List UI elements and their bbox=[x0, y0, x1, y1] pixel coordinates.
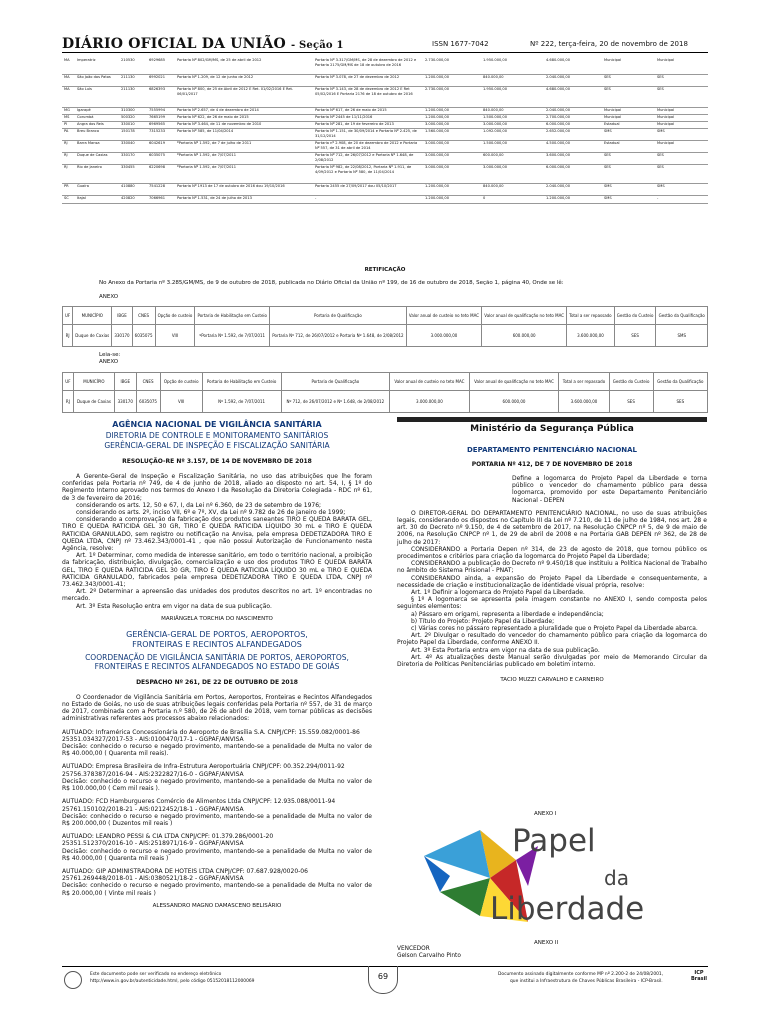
table-cell: Municipal bbox=[602, 107, 655, 114]
table-cell: ºPortaria Nº 1.592, de 7/07/2011 bbox=[175, 164, 313, 183]
table-cell: 330455 bbox=[119, 164, 147, 183]
table-cell: Portaria Nº 2.657, de 4 de dezembro de 2014 bbox=[175, 107, 313, 114]
header-rule bbox=[62, 52, 708, 53]
resolution-paragraph: considerando a comprovação da fabricação dos produtos saneantes TIRO E QUEDA BARATA GEL, TIRO E QUEDA RATICIDA GEL 30 GR, TIRO E QUEDA RATICIDA LÍQUIDO 30 mL e TIRO E QUEDA RATICIDA GRANULADO, sem registro ou notificação na Anvisa, pela empresa DEDETIZADORA TIRO E QUEDA LTDA, CNPJ nº 73.462.343/0001-41 , que não possui Autorização de Funcionamento nesta Agência, resolve: bbox=[62, 516, 372, 553]
table-cell: 1.200.000,00 bbox=[423, 195, 481, 203]
table-cell: Portaria Nº 1.209, de 12 de junho de 2012 bbox=[175, 74, 313, 86]
table-header: UF bbox=[63, 307, 73, 325]
table-cell: Portaria Nº 281, de 19 de fevereiro de 2013 bbox=[313, 121, 423, 128]
table-cell: 1.200.000,00 bbox=[423, 114, 481, 121]
table-cell: São João dos Patos bbox=[75, 74, 119, 86]
table-row bbox=[62, 58, 708, 74]
table-cell: Municipal bbox=[655, 140, 708, 152]
table-cell: 4.680.000,00 bbox=[544, 86, 602, 107]
table-cell: Angra dos Reis bbox=[75, 121, 119, 128]
portaria-paragraph: Art. 4º As atualizações deste Manual serão divulgadas por meio de Memorando Circular da Diretoria de Políticas Penitenciárias publicado em boletim interno. bbox=[397, 653, 707, 669]
table-cell: ºPortaria Nº 1.592, de 7/07/2011 bbox=[175, 152, 313, 164]
table-cell: SES bbox=[602, 74, 655, 86]
page-title bbox=[62, 36, 344, 52]
table-cell: PR bbox=[62, 183, 75, 195]
table-cell: PI bbox=[62, 121, 75, 128]
table-header: Portaria de Habilitação em Custeio bbox=[202, 373, 281, 391]
table-cell: RJ bbox=[62, 152, 75, 164]
table-cell: 500320 bbox=[119, 114, 147, 121]
directorate-heading: DIRETORIA DE CONTROLE E MONITORAMENTO SANITÁRIOS bbox=[105, 431, 329, 440]
table-cell: Portaria Nº 802/GM/MS, de 25 de abril de 2012 bbox=[175, 58, 313, 74]
table-header: Portaria de Habilitação em Custeio bbox=[195, 307, 270, 325]
resolution-paragraph: considerando os arts. 2º, inciso VII, 6º e 7º, XV, da Lei nº 9.782 de 26 de janeiro de 1999; bbox=[76, 509, 346, 517]
footer-verify-text: Este documento pode ser verificado no endereço eletrônico bbox=[90, 972, 222, 977]
table-cell: 150178 bbox=[119, 128, 147, 140]
table-cell: Portaria Nº 1.531, de 24 de julho de 2013 bbox=[175, 195, 313, 203]
autuado-entry: AUTUADO: FCD Hamburgueres Comércio de Alimentos Ltda CNPJ/CPF: 12.935.088/0011-94 25761.150102/2018-21 - AIS:0212452/18-1 - GGPAF/ANVISA Decisão: conhecido o recurso e negado provimento, mantendo-se a penalidade de Multa no valor de R$ 200.000,00 ( Duzentos mil reais ) bbox=[62, 798, 372, 827]
table-cell: 3.600.000,00 bbox=[567, 325, 615, 347]
table-cell: Nº 1.592, de 7/07/2011 bbox=[202, 391, 281, 413]
table-cell: 1.950.000,00 bbox=[481, 58, 544, 74]
table-cell: 840.000,00 bbox=[481, 183, 544, 195]
table-row bbox=[62, 107, 708, 114]
table-header: Total a ser repassado bbox=[559, 373, 609, 391]
ports-heading: GERÊNCIA-GERAL DE PORTOS, AEROPORTOS, FRONTEIRAS E RECINTOS ALFANDEGADOS bbox=[126, 629, 308, 649]
table-cell: 1.950.000,00 bbox=[481, 86, 544, 107]
table-header: Valor anual de custeio no teto MAC bbox=[390, 373, 470, 391]
table-cell: Portaria nº 2.908, de 20 de dezembro de 2012 e Portaria Nº 557, de 31 de abril de 2014 bbox=[313, 140, 423, 152]
resolution-signature: MARIÂNGELA TORCHIA DO NASCIMENTO bbox=[161, 615, 273, 622]
table-cell: 410880 bbox=[119, 183, 147, 195]
table-cell: 1.200.000,00 bbox=[423, 107, 481, 114]
retificacao-title: RETIFICAÇÃO bbox=[364, 267, 406, 273]
section-label: - Seção 1 bbox=[290, 40, 344, 51]
table-cell: 1.200.000,00 bbox=[423, 183, 481, 195]
table-header: Opção de custeio bbox=[160, 373, 202, 391]
table-row bbox=[62, 195, 708, 203]
table-cell: SMS bbox=[602, 128, 655, 140]
table-cell: Portaria Nº 2445 de 11/11/2016 bbox=[313, 114, 423, 121]
table-cell: 600.000,00 bbox=[481, 152, 544, 164]
table-cell: 0 bbox=[481, 195, 544, 203]
table-cell: SMS bbox=[656, 325, 708, 347]
table-cell: 211130 bbox=[119, 74, 147, 86]
table-cell: SES bbox=[602, 86, 655, 107]
table-cell: 211130 bbox=[119, 86, 147, 107]
retificacao-anexo-1: ANEXO bbox=[99, 294, 119, 300]
table-cell: Portaria Nº 712, de 26/07/2012 e Portaria Nº 1.648, de 2/08/2012 bbox=[270, 325, 407, 347]
table-cell: SES bbox=[655, 86, 708, 107]
table-header: Opção de custeio bbox=[155, 307, 195, 325]
table-header: Portaria de Qualificação bbox=[270, 307, 407, 325]
autuado-entry: AUTUADO: GIP ADMINISTRADORA DE HOTEIS LTDA CNPJ/CPF: 07.687.928/0020-06 25761.269448/2018-01 - AIS:0380521/18-2 - GGPAF/ANVISA Decisão: conhecido o recurso e negado provimento, mantendo-se a penalidade de Multa no valor de R$ 20.000,00 ( Vinte mil reais ) bbox=[62, 867, 372, 897]
table-cell: Portaria Nº 622, de 26 de maio de 2015 bbox=[175, 114, 313, 121]
retificacao-table-leia bbox=[62, 372, 708, 413]
table-cell: 6220698 bbox=[147, 164, 175, 183]
table-cell: Municipal bbox=[655, 114, 708, 121]
retificacao-table-onde bbox=[62, 306, 708, 347]
table-cell: 1.500.000,00 bbox=[481, 140, 544, 152]
table-header: IBGE bbox=[115, 373, 136, 391]
logo-word-papel: Papel bbox=[512, 823, 596, 859]
portaria-paragraph: b) Título do Projeto: Projeto Papel da Liberdade; bbox=[411, 617, 555, 625]
portaria-paragraph: Art. 1º Definir a logomarca do Projeto Papel da Liberdade. bbox=[411, 589, 585, 597]
table-cell: Municipal bbox=[655, 121, 708, 128]
portaria-paragraph: c) Várias cores no pássaro representado a pluralidade que o Projeto Papel da Liberdade abarca. bbox=[411, 625, 698, 633]
portaria-ementa: Define a logomarca do Projeto Papel da Liberdade e torna público o vencedor do chamamento público para dessa logomarca, promovido por este Departamento Penitenciário Nacional - DEPEN bbox=[512, 475, 707, 504]
table-cell: 840.000,00 bbox=[481, 107, 544, 114]
table-cell: 3.000.000,00 bbox=[406, 325, 481, 347]
table-cell: SES bbox=[655, 74, 708, 86]
habilitation-table bbox=[62, 58, 708, 204]
table-cell: 3.000.000,00 bbox=[390, 391, 470, 413]
table-cell: Corumbá bbox=[75, 114, 119, 121]
table-cell: SMS bbox=[655, 183, 708, 195]
table-cell: MA bbox=[62, 58, 75, 74]
table-cell: SES bbox=[653, 391, 707, 413]
table-cell: 2.040.000,00 bbox=[544, 74, 602, 86]
table-cell: 3.000.000,00 bbox=[423, 140, 481, 152]
issue-date: Nº 222, terça-feira, 20 de novembro de 2018 bbox=[530, 40, 688, 48]
despacho-signature: ALESSANDRO MAGNO DAMASCENO BELISÁRIO bbox=[152, 902, 282, 909]
table-row bbox=[62, 183, 708, 195]
table-cell: Portaria Nº 712, de 26/07/2012 e Portaria Nº 1.648, de 2/08/2012 bbox=[313, 152, 423, 164]
logo-word-liberdade: Liberdade bbox=[490, 891, 645, 927]
autuado-entry: AUTUADO: Empresa Brasileira de Infra-Estrutura Aeroportuária CNPJ/CPF: 00.352.294/0011-92 25756.378387/2016-94 - AIS:2322827/16-0 - GGPAF/ANVISA Decisão: conhecido o recurso e negado provimento, mantendo-se a penalidade de Multa no valor de R$ 100.000,00 ( Cem mil reais ). bbox=[62, 763, 372, 793]
table-cell: Itajaí bbox=[75, 195, 119, 203]
table-cell: 3.000.000,00 bbox=[481, 121, 544, 128]
table-cell: Municipal bbox=[602, 58, 655, 74]
table-cell: São Luís bbox=[75, 86, 119, 107]
portaria-paragraph: O DIRETOR-GERAL DO DEPARTAMENTO PENITENCIÁRIO NACIONAL, no uso de suas atribuições legais, considerando os dispostos no Capítulo III da Lei nº 7.210, de 11 de julho de 1984, nos art. 28 e art. 30 do Decreto nº 9.150, de 4 de setembro de 2017, na Resolução CNPCP nº 5, de 9 de maio de 2006, na Resolução CNPCP nº 1, de 29 de abril de 2008 e na Portaria GAB DEPEN nº 362, de 28 de julho de 2017: bbox=[397, 509, 707, 546]
table-cell: Duque de Caxias bbox=[73, 325, 112, 347]
table-cell: 6042619 bbox=[147, 140, 175, 152]
table-cell: 2.730.000,00 bbox=[423, 86, 481, 107]
table-cell: 600.000,00 bbox=[482, 325, 567, 347]
table-cell: Rio de Janeiro bbox=[75, 164, 119, 183]
icp-brasil-logo: ICP Brasil bbox=[690, 970, 708, 982]
table-cell: Portaria Nº 800, de 25 de Abril de 2012 E Ret. 01/02/2016 E Ret. 06/01/2017 bbox=[175, 86, 313, 107]
coat-of-arms-icon bbox=[64, 971, 82, 989]
table-cell: SMS bbox=[602, 183, 655, 195]
table-cell: 1.092.000,00 bbox=[481, 128, 544, 140]
table-cell: 330040 bbox=[119, 140, 147, 152]
table-row bbox=[62, 140, 708, 152]
table-row bbox=[62, 152, 708, 164]
resolution-title: RESOLUÇÃO-RE Nº 3.157, DE 14 DE NOVEMBRO DE 2018 bbox=[122, 458, 312, 465]
table-cell: 7665199 bbox=[147, 114, 175, 121]
table-cell: - bbox=[313, 195, 423, 203]
table-header: Gestão da Qualificação bbox=[653, 373, 707, 391]
table-cell: Portaria Nº 3.078, de 27 de dezembro de 2012 bbox=[313, 74, 423, 86]
table-cell: Guaíra bbox=[75, 183, 119, 195]
resolution-paragraph: Art. 2º Determinar a apreensão das unidades dos produtos descritos no art. 1º encontradas no mercado. bbox=[62, 588, 372, 603]
table-cell: 7555994 bbox=[147, 107, 175, 114]
table-cell: Portaria Nº 1.151, de 30/09/2014 e Portaria Nº 2.425, de 31/12/2014 bbox=[313, 128, 423, 140]
table-cell: 330170 bbox=[115, 391, 136, 413]
table-cell: 1.200.000,00 bbox=[423, 74, 481, 86]
table-cell: Portaria Nº 3.143, de 28 de dezembro de 2012 E Ret 05/02/2016 E Portaria 2176 de 18 de outubro de 2016 bbox=[313, 86, 423, 107]
portaria-paragraph: Art. 3º Esta Portaria entra em vigor na data de sua publicação. bbox=[411, 646, 600, 654]
table-cell: - bbox=[655, 195, 708, 203]
table-cell: Imperatriz bbox=[75, 58, 119, 74]
portaria-signature: TACIO MUZZI CARVALHO E CARNEIRO bbox=[500, 677, 604, 684]
table-cell: PA bbox=[62, 128, 75, 140]
table-header: Valor anual de qualificação no teto MAC bbox=[482, 307, 567, 325]
table-header: CNES bbox=[136, 373, 160, 391]
table-header: Gestão do Custeio bbox=[614, 307, 656, 325]
table-header: Portaria de Qualificação bbox=[281, 373, 390, 391]
department-heading: DEPARTAMENTO PENITENCIÁRIO NACIONAL bbox=[466, 446, 638, 454]
table-cell: Duque de Caxias bbox=[75, 152, 119, 164]
table-cell: Duque de Caxias bbox=[73, 391, 114, 413]
despacho-title: DESPACHO Nº 261, DE 22 DE OUTUBRO DE 2018 bbox=[136, 678, 298, 686]
table-cell: SES bbox=[614, 325, 656, 347]
table-cell: Portaria Nº 585, de 11/04/2014 bbox=[175, 128, 313, 140]
table-header: Total a ser repassado bbox=[567, 307, 615, 325]
table-cell: 3.000.000,00 bbox=[423, 121, 481, 128]
table-cell: SES bbox=[609, 391, 653, 413]
table-cell: 2.040.000,00 bbox=[544, 183, 602, 195]
table-header: Gestão da Qualificação bbox=[656, 307, 708, 325]
table-cell: MG bbox=[62, 107, 75, 114]
table-cell: Barra Mansa bbox=[75, 140, 119, 152]
table-cell: 7541228 bbox=[147, 183, 175, 195]
table-cell: 7066961 bbox=[147, 195, 175, 203]
table-cell: SES bbox=[602, 164, 655, 183]
portaria-paragraph: Art. 2º Divulgar o resultado do vencedor do chamamento público para criação da logomarca do Projeto Papel da Liberdade, conforme ANEXO II. bbox=[397, 632, 707, 647]
table-cell: Estadual bbox=[602, 140, 655, 152]
table-cell: Portaria Nº 3.464, de 11 de novembro de 2010 bbox=[175, 121, 313, 128]
coordination-heading: COORDENAÇÃO DE VIGILÂNCIA SANITÁRIA DE PORTOS, AEROPORTOS, FRONTEIRAS E RECINTOS ALFANDEGADOS NO ESTADO DE GOIÁS bbox=[85, 652, 349, 671]
table-cell: 1.500.000,00 bbox=[481, 114, 544, 121]
table-cell: Nº 712, de 26/07/2012 e Nº 1.648, de 2/08/2012 bbox=[281, 391, 390, 413]
ministry-heading: Ministério da Segurança Pública bbox=[470, 424, 634, 434]
table-cell: 210530 bbox=[119, 58, 147, 74]
anexo-ii-label: ANEXO II bbox=[534, 940, 559, 946]
table-header: Valor anual de qualificação no teto MAC bbox=[469, 373, 559, 391]
table-cell: 2.700.000,00 bbox=[544, 114, 602, 121]
table-cell: 6.000.000,00 bbox=[544, 121, 602, 128]
journal-title: DIÁRIO OFICIAL DA UNIÃO bbox=[62, 36, 286, 52]
anvisa-section bbox=[62, 420, 372, 909]
table-cell: Igarapé bbox=[75, 107, 119, 114]
table-cell: Breu Branco bbox=[75, 128, 119, 140]
depen-section bbox=[397, 424, 707, 683]
portaria-paragraph: a) Pássaro em origami, representa a liberdade e independência; bbox=[411, 610, 604, 618]
portaria-paragraph: CONSIDERANDO a publicação do Decreto nº 9.450/18 que instituiu a Política Nacional de Trabalho no âmbito do Sistema Prisional - PNAT; bbox=[397, 560, 707, 575]
footer-icp-text: que institui a Infraestrutura de Chaves Públicas Brasileira - ICP-Brasil. bbox=[510, 979, 663, 984]
table-header: MUNICÍPIO bbox=[73, 307, 112, 325]
table-cell: Municipal bbox=[655, 58, 708, 74]
footer-verify-link[interactable]: http://www.in.gov.br/autenticidade.html, pelo código 05152018112000069 bbox=[90, 979, 255, 984]
table-cell: MS bbox=[62, 114, 75, 121]
table-cell: RJ bbox=[63, 391, 74, 413]
table-cell: MA bbox=[62, 74, 75, 86]
table-cell: ºPortaria Nº 1.592, de 7/07/2011 bbox=[195, 325, 270, 347]
leia-se-label: Leia-se: bbox=[99, 352, 121, 358]
table-cell: Municipal bbox=[655, 107, 708, 114]
table-cell: 330010 bbox=[119, 121, 147, 128]
autuado-entry: AUTUADO: LEANDRO PESSI & CIA LTDA CNPJ/CPF: 01.379.286/0001-20 25351.512370/2016-10 - AIS:2518971/16-9 - GGPAF/ANVISA Decisão: conhecido o recurso e negado provimento, mantendo-se a penalidade de Multa no valor de R$ 40.000,00 ( Quarenta mil reais ) bbox=[62, 833, 372, 862]
table-cell: MA bbox=[62, 86, 75, 107]
table-cell: SES bbox=[655, 164, 708, 183]
table-cell: 6929685 bbox=[147, 58, 175, 74]
table-cell: 420820 bbox=[119, 195, 147, 203]
table-header: MUNICÍPIO bbox=[73, 373, 114, 391]
table-cell: Portaria Nº 3.317/GM/MS, de 28 de dezembro de 2012 e Portaria 2175/GM/MS de 18 de outubro de 2016 bbox=[313, 58, 423, 74]
general-management-heading: GERÊNCIA-GERAL DE INSPEÇÃO E FISCALIZAÇÃO SANITÁRIA bbox=[104, 441, 330, 450]
table-cell: 310300 bbox=[119, 107, 147, 114]
table-cell: Estadual bbox=[602, 121, 655, 128]
table-row bbox=[62, 128, 708, 140]
table-cell: 4.500.000,00 bbox=[544, 140, 602, 152]
resolution-paragraph: A Gerente-Geral de Inspeção e Fiscalização Sanitária, no uso das atribuições que lhe foram conferidas pela Portaria nº 749, de 4 de junho de 2018, aliado ao disposto no art. 54, I, § 1º do Regimento Interno aprovado nos termos do Anexo I da Resolução da Diretoria Colegiada - RDC nº 61, de 3 de fevereiro de 2016; bbox=[62, 473, 372, 502]
table-cell: Portaria 2455 de 27/09/2017 dou 05/10/2017 bbox=[313, 183, 423, 195]
table-cell: SC bbox=[62, 195, 75, 203]
portaria-title: PORTARIA Nº 412, DE 7 DE NOVEMBRO DE 2018 bbox=[471, 461, 633, 468]
table-cell: SMS bbox=[602, 195, 655, 203]
table-header: CNES bbox=[132, 307, 155, 325]
table-cell: 1.560.000,00 bbox=[423, 128, 481, 140]
table-cell: RJ bbox=[63, 325, 73, 347]
table-cell: Portaria Nº 1913 de 17 de outubro de 2016 dou 19/10/2016 bbox=[175, 183, 313, 195]
table-cell: 6035075 bbox=[132, 325, 155, 347]
table-row bbox=[62, 74, 708, 86]
table-cell: 2.040.000,00 bbox=[544, 107, 602, 114]
winner-name: Gelson Carvalho Pinto bbox=[397, 953, 461, 959]
page-number: 69 bbox=[368, 966, 398, 994]
portaria-paragraph: § 1º A logomarca se apresenta pela imagem constante no ANEXO I, sendo composta pelos seguintes elementos: bbox=[397, 596, 707, 611]
footer-signature-text: Documento assinado digitalmente conforme MP nº 2.200-2 de 24/08/2001, bbox=[498, 972, 664, 977]
resolution-paragraph: Art. 3º Esta Resolução entra em vigor na data de sua publicação. bbox=[76, 602, 272, 610]
table-header: Valor anual de custeio no teto MAC bbox=[406, 307, 481, 325]
table-cell: 6035075 bbox=[136, 391, 160, 413]
table-row bbox=[62, 86, 708, 107]
retificacao-text: No Anexo da Portaria nº 3.285/GM/MS, de 9 de outubro de 2018, publicada no Diário Oficial da União nº 199, de 16 de outubro de 2018, Seção 1, página 40, Onde se lê: bbox=[99, 280, 564, 286]
table-cell: 6969565 bbox=[147, 121, 175, 128]
table-cell: SES bbox=[655, 152, 708, 164]
table-cell: 1.200.000,00 bbox=[544, 195, 602, 203]
table-cell: RJ bbox=[62, 164, 75, 183]
autuados-list bbox=[62, 729, 372, 897]
table-cell: 3.000.000,00 bbox=[423, 164, 481, 183]
table-cell: 3.000.000,00 bbox=[481, 164, 544, 183]
table-cell: 7315233 bbox=[147, 128, 175, 140]
table-cell: SMS bbox=[655, 128, 708, 140]
table-cell: ºPortaria Nº 1.592, de 7 de julho de 2011 bbox=[175, 140, 313, 152]
portaria-paragraph: CONSIDERANDO ainda, a expansão do Projeto Papel da Liberdade e consequentemente, a necessidade de criação e institucionalização de identidade visual própria, resolve: bbox=[397, 574, 707, 589]
table-header: Gestão do Custeio bbox=[609, 373, 653, 391]
table-header: IBGE bbox=[112, 307, 132, 325]
table-cell: 6826393 bbox=[147, 86, 175, 107]
anexo-i-label: ANEXO I bbox=[534, 811, 557, 817]
table-cell: SES bbox=[602, 152, 655, 164]
table-cell: 2.652.000,00 bbox=[544, 128, 602, 140]
table-cell: Portaria Nº 982, de 22/08/2012, Portaria Nº 1.911, de 4/09/2012 e Portaria Nº 580, de 11/04/2014 bbox=[313, 164, 423, 183]
table-cell: Portaria Nº 617, de 26 de maio de 2015 bbox=[313, 107, 423, 114]
resolution-paragraph: Art. 1º Determinar, como medida de interesse sanitário, em todo o território nacional, a proibição da fabricação, distribuição, divulgação, comercialização e uso dos produtos TIRO E QUEDA BARATA GEL, TIRO E QUEDA RATICIDA GEL 30 GR, TIRO E QUEDA RATICIDA LÍQUIDO 30 mL e TIRO E QUEDA RATICIDA GRANULADO, fabricados pela empresa DEDETIZADORA TIRO E QUEDA LTDA, CNPJ nº 73.462.343/0001-41; bbox=[62, 552, 372, 589]
issn: ISSN 1677-7042 bbox=[432, 40, 489, 48]
table-cell: 330170 bbox=[112, 325, 132, 347]
resolution-paragraph: considerando os arts. 12, 50 e 67, I, da Lei nº 6.360, de 23 de setembro de 1976; bbox=[76, 501, 322, 509]
table-cell: 4.680.000,00 bbox=[544, 58, 602, 74]
retificacao-anexo-2: ANEXO bbox=[99, 359, 119, 365]
table-cell: 600.000,00 bbox=[469, 391, 559, 413]
agency-heading: AGÊNCIA NACIONAL DE VIGILÂNCIA SANITÁRIA bbox=[112, 420, 322, 429]
table-cell: 2.730.000,00 bbox=[423, 58, 481, 74]
table-cell: VIII bbox=[155, 325, 195, 347]
table-row bbox=[62, 164, 708, 183]
table-cell: VIII bbox=[160, 391, 202, 413]
table-cell: 6035075 bbox=[147, 152, 175, 164]
table-row bbox=[62, 121, 708, 128]
autuado-entry: AUTUADO: Inframérica Concessionária do Aeroporto de Brasília S.A. CNPJ/CPF: 15.559.082/0001-86 25351.034327/2017-53 - AIS:0100470/17-1 - GGPAF/ANVISA Decisão: conhecido o recurso e negado provimento, mantendo-se a penalidade de Multa no valor de R$ 40.000,00 ( Quarenta mil reais). bbox=[62, 728, 372, 758]
table-cell: 3.000.000,00 bbox=[423, 152, 481, 164]
table-row bbox=[62, 114, 708, 121]
table-cell: 840.000,00 bbox=[481, 74, 544, 86]
table-cell: 3.600.000,00 bbox=[544, 152, 602, 164]
table-cell: 330170 bbox=[119, 152, 147, 164]
logo-word-da: da bbox=[604, 866, 629, 890]
winner-label: VENCEDOR bbox=[397, 946, 430, 952]
table-cell: 6.000.000,00 bbox=[544, 164, 602, 183]
ministry-bar bbox=[397, 417, 707, 422]
table-cell: 3.600.000,00 bbox=[559, 391, 609, 413]
table-cell: Municipal bbox=[602, 114, 655, 121]
table-header: UF bbox=[63, 373, 74, 391]
despacho-paragraph: O Coordenador de Vigilância Sanitária em Portos, Aeroportos, Fronteiras e Recintos Alfandegados no Estado de Goiás, no uso de suas atribuições legais conferidas pela Portaria nº 557, de 31 de março de 2017, combinada com a Portaria n.º 580, de 26 de abril de 2018, vem tornar públicas as decisões administrativas referentes aos processos abaixo relacionados: bbox=[62, 693, 372, 723]
table-cell: 6992021 bbox=[147, 74, 175, 86]
table-cell: RJ bbox=[62, 140, 75, 152]
portaria-paragraph: CONSIDERANDO a Portaria Depen nº 314, de 23 de agosto de 2018, que tornou público os procedimentos e critérios para criação da logomarca do Projeto Papel da Liberdade; bbox=[397, 545, 707, 561]
